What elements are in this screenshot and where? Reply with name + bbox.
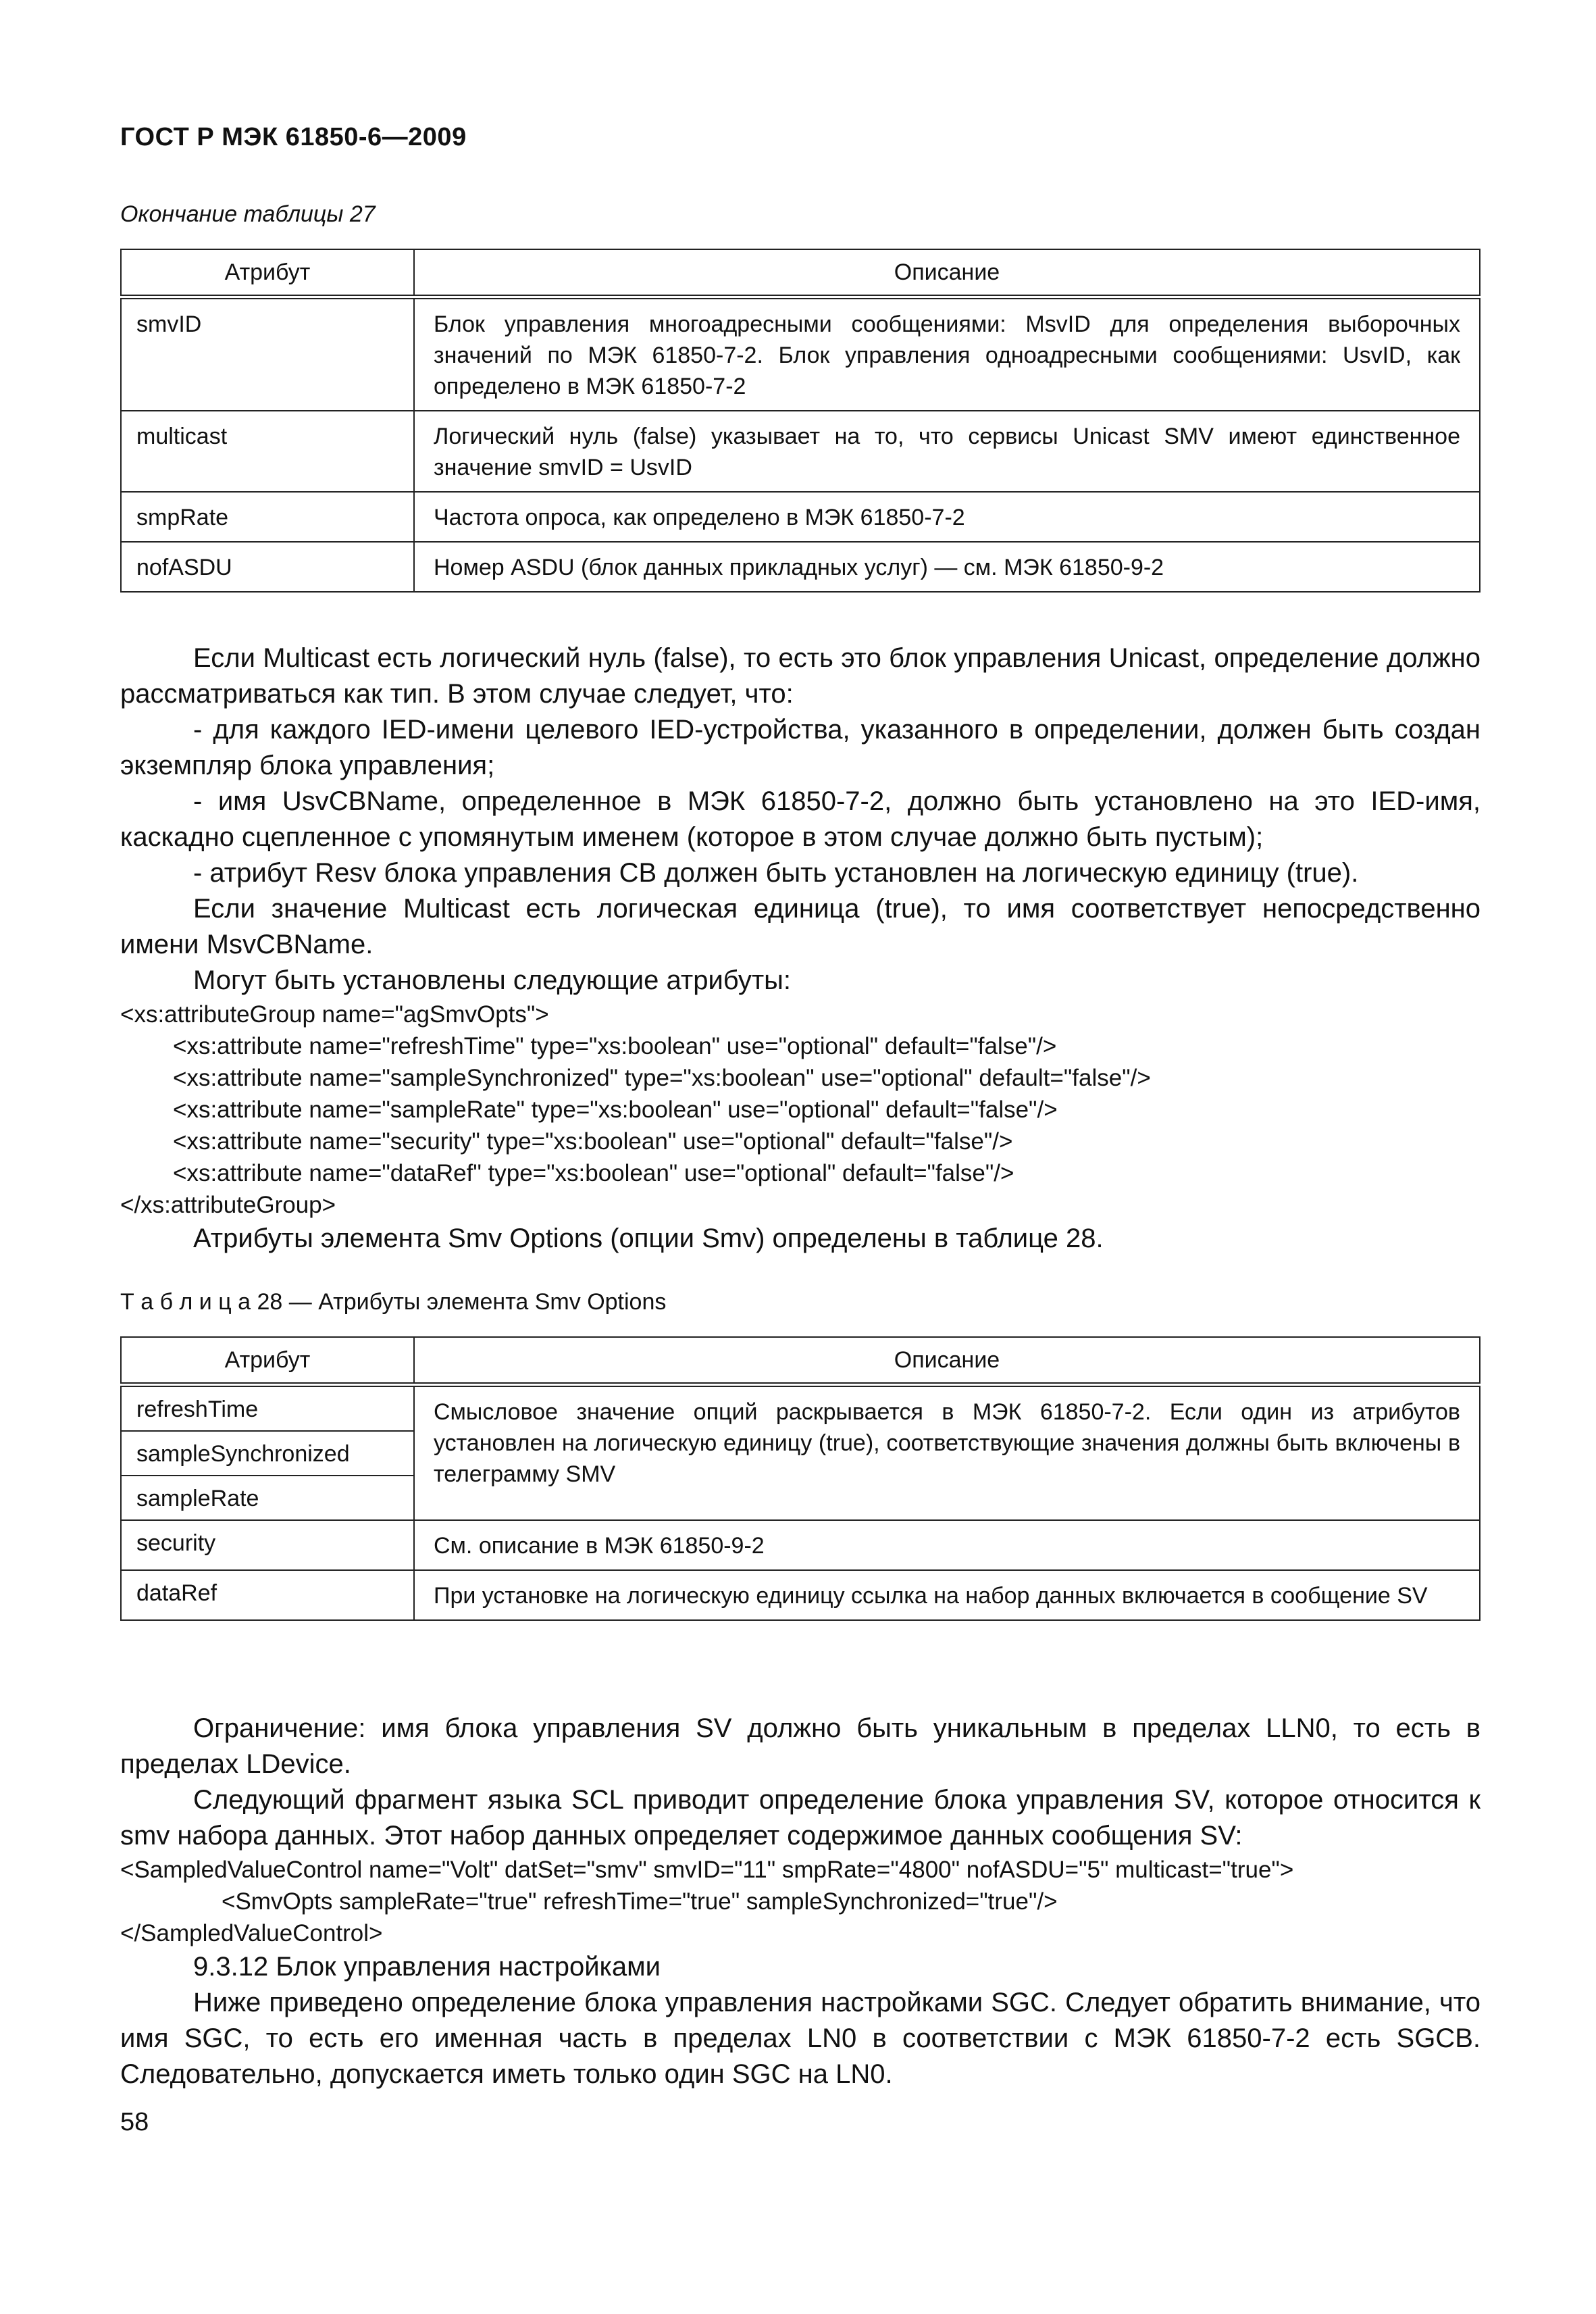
document-header: ГОСТ Р МЭК 61850-6—2009 (120, 123, 467, 151)
code-line: <SampledValueControl name="Volt" datSet="smv" smvID="11" smpRate="4800" nofASDU="5" multicast="true"> (120, 1857, 1294, 1883)
table27-desc-cell: Блок управления многоадресными сообщениями: MsvID для определения выборочных значений по МЭК 61850-7-2. Блок управления одноадресными сообщениями: UsvID, как определено в МЭК 61850-7-2 (414, 297, 1480, 411)
table28-desc-cell: См. описание в МЭК 61850-9-2 (414, 1520, 1480, 1570)
table28-desc-cell: При установке на логическую единицу ссылка на набор данных включается в сообщение SV (414, 1570, 1480, 1620)
paragraph: Следующий фрагмент языка SCL приводит определение блока управления SV, которое относится к smv набора данных. Этот набор данных определяет содержимое данных сообщения SV: (120, 1785, 1481, 1851)
code-line: <xs:attribute name="sampleRate" type="xs:boolean" use="optional" default="false"/> (173, 1097, 1058, 1123)
table28-header-row (121, 1337, 1480, 1385)
page-number: 58 (120, 2108, 149, 2136)
table28-attr-cell: refreshTime (121, 1385, 414, 1432)
paragraph: Ограничение: имя блока управления SV должно быть уникальным в пределах LLN0, то есть в пределах LDevice. (120, 1713, 1481, 1779)
code-line: <xs:attribute name="sampleSynchronized" type="xs:boolean" use="optional" default="false"/> (173, 1065, 1151, 1091)
table28-attr-cell: sampleSynchronized (121, 1431, 414, 1476)
table27-desc-cell: Частота опроса, как определено в МЭК 61850-7-2 (414, 492, 1480, 542)
code-line: <xs:attribute name="security" type="xs:boolean" use="optional" default="false"/> (173, 1128, 1013, 1155)
table27-desc-cell: Логический нуль (false) указывает на то, что сервисы Unicast SMV имеют единственное значение smvID = UsvID (414, 411, 1480, 492)
table-28 (120, 1336, 1481, 1621)
table27-col-attr: Атрибут (121, 249, 414, 297)
paragraph: - имя UsvCBName, определенное в МЭК 61850-7-2, должно быть установлено на это IED-имя, каскадно сцепленное с упомянутым именем (которое в этом случае должно быть пустым); (120, 786, 1481, 852)
table-row (121, 492, 1480, 542)
paragraph: - для каждого IED-имени целевого IED-устройства, указанного в определении, должен быть создан экземпляр блока управления; (120, 715, 1481, 780)
table28-col-attr: Атрибут (121, 1337, 414, 1385)
paragraph: Ниже приведено определение блока управления настройками SGC. Следует обратить внимание, что имя SGC, то есть его именная часть в пределах LN0 в соответствии с МЭК 61850-7-2 есть SGCB. Следовательно, допускается иметь только один SGC на LN0. (120, 1988, 1481, 2089)
code-line: <xs:attribute name="refreshTime" type="xs:boolean" use="optional" default="false"/> (173, 1033, 1057, 1059)
table-27 (120, 249, 1481, 593)
table27-attr-cell: nofASDU (121, 542, 414, 592)
table28-attr-cell: dataRef (121, 1570, 414, 1620)
table28-desc-cell: Смысловое значение опций раскрывается в МЭК 61850-7-2. Если один из атрибутов установлен на логическую единицу (true), соответствующие значения должны быть включены в телеграмму SMV (414, 1385, 1480, 1521)
body-section-1 (120, 640, 1481, 1257)
code-line: </xs:attributeGroup> (120, 1192, 336, 1218)
table-row (121, 1385, 1480, 1432)
code-line: <xs:attribute name="dataRef" type="xs:boolean" use="optional" default="false"/> (173, 1160, 1014, 1186)
table27-attr-cell: smvID (121, 297, 414, 411)
table27-attr-cell: multicast (121, 411, 414, 492)
table27-col-desc: Описание (414, 249, 1480, 297)
table-row (121, 297, 1480, 411)
code-line: </SampledValueControl> (120, 1920, 383, 1946)
table27-header-row (121, 249, 1480, 297)
code-line: <xs:attributeGroup name="agSmvOpts"> (120, 1001, 549, 1028)
table-row (121, 542, 1480, 592)
body-section-2 (120, 1711, 1481, 2092)
paragraph: Могут быть установлены следующие атрибуты: (193, 965, 791, 995)
table-row (121, 1520, 1480, 1570)
table28-col-desc: Описание (414, 1337, 1480, 1385)
paragraph: Если значение Multicast есть логическая единица (true), то имя соответствует непосредственно имени MsvCBName. (120, 894, 1481, 959)
table28-caption: Т а б л и ц а 28 — Атрибуты элемента Smv Options (120, 1289, 667, 1315)
table27-desc-cell: Номер ASDU (блок данных прикладных услуг) — см. МЭК 61850-9-2 (414, 542, 1480, 592)
table-row (121, 1570, 1480, 1620)
code-line: <SmvOpts sampleRate="true" refreshTime="true" sampleSynchronized="true"/> (222, 1888, 1058, 1915)
paragraph: Атрибуты элемента Smv Options (опции Smv) определены в таблице 28. (193, 1224, 1104, 1253)
section-heading: 9.3.12 Блок управления настройками (193, 1952, 661, 1982)
table28-attr-cell: sampleRate (121, 1476, 414, 1520)
table27-attr-cell: smpRate (121, 492, 414, 542)
paragraph: - атрибут Resv блока управления СВ должен быть установлен на логическую единицу (true). (193, 858, 1359, 888)
table27-caption: Окончание таблицы 27 (120, 201, 376, 227)
table-row (121, 411, 1480, 492)
table28-attr-cell: security (121, 1520, 414, 1570)
paragraph: Если Multicast есть логический нуль (false), то есть это блок управления Unicast, определение должно рассматриваться как тип. В этом случае следует, что: (120, 643, 1481, 709)
